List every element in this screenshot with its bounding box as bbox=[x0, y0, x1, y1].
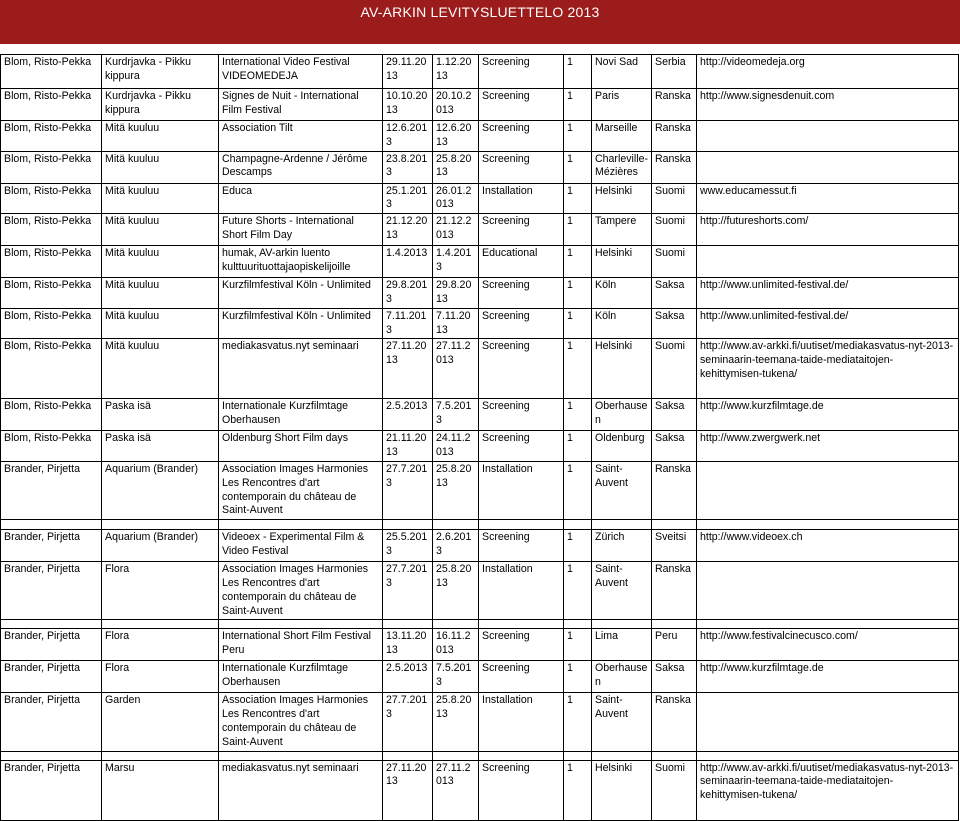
event-cell: Association Images Harmonies Les Rencontres d'art contemporain du château de Saint-Auvent bbox=[219, 693, 383, 751]
spacer-cell bbox=[564, 520, 592, 530]
count-cell: 1 bbox=[564, 431, 592, 462]
url-cell[interactable]: http://www.festivalcinecusco.com/ bbox=[697, 629, 959, 661]
table-row bbox=[1, 278, 959, 309]
table-row bbox=[1, 760, 959, 820]
artist-cell: Blom, Risto-Pekka bbox=[1, 339, 102, 399]
start-date-cell: 27.11.2013 bbox=[383, 339, 433, 399]
type-cell: Screening bbox=[479, 214, 564, 246]
count-cell: 1 bbox=[564, 339, 592, 399]
type-cell: Screening bbox=[479, 629, 564, 661]
start-date-cell: 27.11.2013 bbox=[383, 760, 433, 820]
artist-cell: Brander, Pirjetta bbox=[1, 661, 102, 693]
spacer-cell bbox=[433, 751, 479, 760]
table-row bbox=[1, 399, 959, 431]
spacer-cell bbox=[383, 520, 433, 530]
count-cell: 1 bbox=[564, 151, 592, 183]
work-cell: Paska isä bbox=[102, 399, 219, 431]
url-cell bbox=[697, 121, 959, 152]
work-cell: Aquarium (Brander) bbox=[102, 530, 219, 562]
start-date-cell: 10.10.2013 bbox=[383, 89, 433, 121]
country-cell: Ranska bbox=[652, 89, 697, 121]
spacer-cell bbox=[433, 620, 479, 629]
count-cell: 1 bbox=[564, 214, 592, 246]
count-cell: 1 bbox=[564, 183, 592, 214]
count-cell: 1 bbox=[564, 562, 592, 620]
artist-cell: Blom, Risto-Pekka bbox=[1, 55, 102, 89]
artist-cell: Blom, Risto-Pekka bbox=[1, 431, 102, 462]
city-cell: Novi Sad bbox=[592, 55, 652, 89]
row-spacer bbox=[1, 520, 959, 530]
work-cell: Kurdrjavka - Pikku kippura bbox=[102, 89, 219, 121]
artist-cell: Brander, Pirjetta bbox=[1, 693, 102, 751]
type-cell: Screening bbox=[479, 339, 564, 399]
spacer-cell bbox=[1, 751, 102, 760]
spacer-cell bbox=[479, 620, 564, 629]
spacer-cell bbox=[697, 620, 959, 629]
artist-cell: Brander, Pirjetta bbox=[1, 530, 102, 562]
type-cell: Installation bbox=[479, 693, 564, 751]
url-cell[interactable]: http://www.kurzfilmtage.de bbox=[697, 399, 959, 431]
event-cell: International Video Festival VIDEOMEDEJA bbox=[219, 55, 383, 89]
start-date-cell: 23.8.2013 bbox=[383, 151, 433, 183]
table-row bbox=[1, 183, 959, 214]
spacer-cell bbox=[1, 620, 102, 629]
distribution-table bbox=[0, 54, 959, 821]
start-date-cell: 1.4.2013 bbox=[383, 246, 433, 278]
country-cell: Saksa bbox=[652, 399, 697, 431]
artist-cell: Blom, Risto-Pekka bbox=[1, 246, 102, 278]
type-cell: Installation bbox=[479, 562, 564, 620]
work-cell: Flora bbox=[102, 562, 219, 620]
type-cell: Screening bbox=[479, 431, 564, 462]
city-cell: Oberhausen bbox=[592, 661, 652, 693]
end-date-cell: 29.8.2013 bbox=[433, 278, 479, 309]
work-cell: Paska isä bbox=[102, 431, 219, 462]
event-cell: humak, AV-arkin luento kulttuurituottajaopiskelijoille bbox=[219, 246, 383, 278]
table-row bbox=[1, 55, 959, 89]
table-row bbox=[1, 530, 959, 562]
artist-cell: Brander, Pirjetta bbox=[1, 461, 102, 519]
country-cell: Saksa bbox=[652, 278, 697, 309]
count-cell: 1 bbox=[564, 461, 592, 519]
city-cell: Charleville-Mézières bbox=[592, 151, 652, 183]
spacer-cell bbox=[564, 751, 592, 760]
spacer-cell bbox=[564, 620, 592, 629]
table-row bbox=[1, 431, 959, 462]
country-cell: Suomi bbox=[652, 183, 697, 214]
artist-cell: Blom, Risto-Pekka bbox=[1, 121, 102, 152]
url-cell bbox=[697, 562, 959, 620]
spacer-cell bbox=[383, 751, 433, 760]
table-row bbox=[1, 461, 959, 519]
end-date-cell: 25.8.2013 bbox=[433, 562, 479, 620]
spacer-cell bbox=[219, 520, 383, 530]
count-cell: 1 bbox=[564, 55, 592, 89]
type-cell: Screening bbox=[479, 530, 564, 562]
artist-cell: Brander, Pirjetta bbox=[1, 760, 102, 820]
table-row bbox=[1, 151, 959, 183]
count-cell: 1 bbox=[564, 399, 592, 431]
type-cell: Screening bbox=[479, 151, 564, 183]
event-cell: Educa bbox=[219, 183, 383, 214]
spacer-cell bbox=[652, 751, 697, 760]
city-cell: Köln bbox=[592, 278, 652, 309]
end-date-cell: 25.8.2013 bbox=[433, 693, 479, 751]
country-cell: Ranska bbox=[652, 121, 697, 152]
work-cell: Mitä kuuluu bbox=[102, 183, 219, 214]
url-cell bbox=[697, 461, 959, 519]
type-cell: Educational bbox=[479, 246, 564, 278]
type-cell: Installation bbox=[479, 461, 564, 519]
work-cell: Kurdrjavka - Pikku kippura bbox=[102, 55, 219, 89]
event-cell: Internationale Kurzfilmtage Oberhausen bbox=[219, 399, 383, 431]
count-cell: 1 bbox=[564, 278, 592, 309]
artist-cell: Blom, Risto-Pekka bbox=[1, 308, 102, 339]
country-cell: Suomi bbox=[652, 760, 697, 820]
type-cell: Screening bbox=[479, 89, 564, 121]
end-date-cell: 26.01.2013 bbox=[433, 183, 479, 214]
count-cell: 1 bbox=[564, 121, 592, 152]
city-cell: Oldenburg bbox=[592, 431, 652, 462]
work-cell: Flora bbox=[102, 629, 219, 661]
event-cell: International Short Film Festival Peru bbox=[219, 629, 383, 661]
table-row bbox=[1, 629, 959, 661]
work-cell: Mitä kuuluu bbox=[102, 278, 219, 309]
start-date-cell: 21.12.2013 bbox=[383, 214, 433, 246]
type-cell: Installation bbox=[479, 183, 564, 214]
type-cell: Screening bbox=[479, 55, 564, 89]
city-cell: Tampere bbox=[592, 214, 652, 246]
work-cell: Mitä kuuluu bbox=[102, 308, 219, 339]
city-cell: Helsinki bbox=[592, 183, 652, 214]
count-cell: 1 bbox=[564, 760, 592, 820]
artist-cell: Brander, Pirjetta bbox=[1, 562, 102, 620]
end-date-cell: 16.11.2013 bbox=[433, 629, 479, 661]
event-cell: Oldenburg Short Film days bbox=[219, 431, 383, 462]
work-cell: Mitä kuuluu bbox=[102, 246, 219, 278]
url-cell[interactable]: http://www.unlimited-festival.de/ bbox=[697, 308, 959, 339]
end-date-cell: 7.5.2013 bbox=[433, 661, 479, 693]
count-cell: 1 bbox=[564, 629, 592, 661]
url-cell[interactable]: www.educamessut.fi bbox=[697, 183, 959, 214]
spacer-cell bbox=[479, 520, 564, 530]
start-date-cell: 27.7.2013 bbox=[383, 562, 433, 620]
url-cell[interactable]: http://videomedeja.org bbox=[697, 55, 959, 89]
artist-cell: Brander, Pirjetta bbox=[1, 629, 102, 661]
spacer-cell bbox=[652, 520, 697, 530]
country-cell: Suomi bbox=[652, 246, 697, 278]
event-cell: Videoex - Experimental Film & Video Festival bbox=[219, 530, 383, 562]
work-cell: Mitä kuuluu bbox=[102, 121, 219, 152]
work-cell: Mitä kuuluu bbox=[102, 339, 219, 399]
work-cell: Aquarium (Brander) bbox=[102, 461, 219, 519]
spacer-cell bbox=[479, 751, 564, 760]
spacer-cell bbox=[592, 620, 652, 629]
end-date-cell: 25.8.2013 bbox=[433, 461, 479, 519]
country-cell: Suomi bbox=[652, 214, 697, 246]
city-cell: Marseille bbox=[592, 121, 652, 152]
url-cell[interactable]: http://www.signesdenuit.com bbox=[697, 89, 959, 121]
country-cell: Ranska bbox=[652, 693, 697, 751]
url-cell[interactable]: http://futureshorts.com/ bbox=[697, 214, 959, 246]
table-row bbox=[1, 661, 959, 693]
end-date-cell: 12.6.2013 bbox=[433, 121, 479, 152]
event-cell: Association Tilt bbox=[219, 121, 383, 152]
document-title: AV-ARKIN LEVITYSLUETTELO 2013 bbox=[360, 4, 600, 20]
work-cell: Garden bbox=[102, 693, 219, 751]
spacer-cell bbox=[697, 520, 959, 530]
city-cell: Saint-Auvent bbox=[592, 562, 652, 620]
start-date-cell: 27.7.2013 bbox=[383, 461, 433, 519]
table-row bbox=[1, 339, 959, 399]
spacer-cell bbox=[102, 520, 219, 530]
count-cell: 1 bbox=[564, 661, 592, 693]
table-row bbox=[1, 562, 959, 620]
type-cell: Screening bbox=[479, 399, 564, 431]
end-date-cell: 21.12.2013 bbox=[433, 214, 479, 246]
start-date-cell: 27.7.2013 bbox=[383, 693, 433, 751]
country-cell: Ranska bbox=[652, 461, 697, 519]
country-cell: Peru bbox=[652, 629, 697, 661]
artist-cell: Blom, Risto-Pekka bbox=[1, 399, 102, 431]
spacer-cell bbox=[592, 520, 652, 530]
url-cell[interactable]: http://www.videoex.ch bbox=[697, 530, 959, 562]
city-cell: Köln bbox=[592, 308, 652, 339]
start-date-cell: 25.5.2013 bbox=[383, 530, 433, 562]
count-cell: 1 bbox=[564, 693, 592, 751]
spacer-cell bbox=[1, 520, 102, 530]
city-cell: Oberhausen bbox=[592, 399, 652, 431]
url-cell bbox=[697, 693, 959, 751]
country-cell: Saksa bbox=[652, 308, 697, 339]
distribution-table-wrapper bbox=[0, 54, 960, 821]
count-cell: 1 bbox=[564, 246, 592, 278]
spacer-cell bbox=[102, 751, 219, 760]
table-row bbox=[1, 693, 959, 751]
work-cell: Flora bbox=[102, 661, 219, 693]
row-spacer bbox=[1, 620, 959, 629]
work-cell: Mitä kuuluu bbox=[102, 214, 219, 246]
end-date-cell: 24.11.2013 bbox=[433, 431, 479, 462]
end-date-cell: 7.5.2013 bbox=[433, 399, 479, 431]
spacer-cell bbox=[652, 620, 697, 629]
header-banner bbox=[0, 0, 960, 44]
country-cell: Ranska bbox=[652, 562, 697, 620]
spacer-cell bbox=[102, 620, 219, 629]
end-date-cell: 25.8.2013 bbox=[433, 151, 479, 183]
event-cell: Future Shorts - International Short Film Day bbox=[219, 214, 383, 246]
count-cell: 1 bbox=[564, 308, 592, 339]
start-date-cell: 2.5.2013 bbox=[383, 399, 433, 431]
event-cell: Kurzfilmfestival Köln - Unlimited bbox=[219, 308, 383, 339]
country-cell: Saksa bbox=[652, 661, 697, 693]
count-cell: 1 bbox=[564, 89, 592, 121]
start-date-cell: 29.11.2013 bbox=[383, 55, 433, 89]
event-cell: Kurzfilmfestival Köln - Unlimited bbox=[219, 278, 383, 309]
spacer-cell bbox=[219, 620, 383, 629]
type-cell: Screening bbox=[479, 278, 564, 309]
city-cell: Lima bbox=[592, 629, 652, 661]
city-cell: Helsinki bbox=[592, 760, 652, 820]
artist-cell: Blom, Risto-Pekka bbox=[1, 278, 102, 309]
spacer-cell bbox=[219, 751, 383, 760]
type-cell: Screening bbox=[479, 121, 564, 152]
event-cell: Champagne-Ardenne / Jérôme Descamps bbox=[219, 151, 383, 183]
start-date-cell: 13.11.2013 bbox=[383, 629, 433, 661]
country-cell: Ranska bbox=[652, 151, 697, 183]
type-cell: Screening bbox=[479, 760, 564, 820]
country-cell: Serbia bbox=[652, 55, 697, 89]
country-cell: Sveitsi bbox=[652, 530, 697, 562]
start-date-cell: 29.8.2013 bbox=[383, 278, 433, 309]
end-date-cell: 1.12.2013 bbox=[433, 55, 479, 89]
event-cell: mediakasvatus.nyt seminaari bbox=[219, 760, 383, 820]
end-date-cell: 27.11.2013 bbox=[433, 760, 479, 820]
artist-cell: Blom, Risto-Pekka bbox=[1, 89, 102, 121]
url-cell bbox=[697, 151, 959, 183]
table-row bbox=[1, 89, 959, 121]
url-cell[interactable]: http://www.kurzfilmtage.de bbox=[697, 661, 959, 693]
url-cell[interactable]: http://www.unlimited-festival.de/ bbox=[697, 278, 959, 309]
country-cell: Saksa bbox=[652, 431, 697, 462]
start-date-cell: 2.5.2013 bbox=[383, 661, 433, 693]
url-cell bbox=[697, 246, 959, 278]
event-cell: Signes de Nuit - International Film Festival bbox=[219, 89, 383, 121]
count-cell: 1 bbox=[564, 530, 592, 562]
event-cell: mediakasvatus.nyt seminaari bbox=[219, 339, 383, 399]
city-cell: Helsinki bbox=[592, 339, 652, 399]
start-date-cell: 7.11.2013 bbox=[383, 308, 433, 339]
artist-cell: Blom, Risto-Pekka bbox=[1, 151, 102, 183]
event-cell: Internationale Kurzfilmtage Oberhausen bbox=[219, 661, 383, 693]
type-cell: Screening bbox=[479, 661, 564, 693]
spacer-cell bbox=[433, 520, 479, 530]
url-cell[interactable]: http://www.zwergwerk.net bbox=[697, 431, 959, 462]
row-spacer bbox=[1, 751, 959, 760]
type-cell: Screening bbox=[479, 308, 564, 339]
table-row bbox=[1, 214, 959, 246]
city-cell: Saint-Auvent bbox=[592, 693, 652, 751]
work-cell: Mitä kuuluu bbox=[102, 151, 219, 183]
table-row bbox=[1, 121, 959, 152]
url-cell[interactable]: http://www.av-arkki.fi/uutiset/mediakasvatus-nyt-2013-seminaarin-teemana-taide-mediataitojen-kehittymisen-tukena/ bbox=[697, 339, 959, 399]
table-row bbox=[1, 308, 959, 339]
end-date-cell: 20.10.2013 bbox=[433, 89, 479, 121]
city-cell: Zürich bbox=[592, 530, 652, 562]
end-date-cell: 2.6.2013 bbox=[433, 530, 479, 562]
start-date-cell: 21.11.2013 bbox=[383, 431, 433, 462]
city-cell: Helsinki bbox=[592, 246, 652, 278]
country-cell: Suomi bbox=[652, 339, 697, 399]
end-date-cell: 7.11.2013 bbox=[433, 308, 479, 339]
url-cell[interactable]: http://www.av-arkki.fi/uutiset/mediakasvatus-nyt-2013-seminaarin-teemana-taide-mediataitojen-kehittymisen-tukena/ bbox=[697, 760, 959, 820]
event-cell: Association Images Harmonies Les Rencontres d'art contemporain du château de Saint-Auvent bbox=[219, 461, 383, 519]
artist-cell: Blom, Risto-Pekka bbox=[1, 214, 102, 246]
city-cell: Saint-Auvent bbox=[592, 461, 652, 519]
table-row bbox=[1, 246, 959, 278]
artist-cell: Blom, Risto-Pekka bbox=[1, 183, 102, 214]
start-date-cell: 12.6.2013 bbox=[383, 121, 433, 152]
spacer-cell bbox=[697, 751, 959, 760]
event-cell: Association Images Harmonies Les Rencontres d'art contemporain du château de Saint-Auvent bbox=[219, 562, 383, 620]
end-date-cell: 27.11.2013 bbox=[433, 339, 479, 399]
start-date-cell: 25.1.2013 bbox=[383, 183, 433, 214]
end-date-cell: 1.4.2013 bbox=[433, 246, 479, 278]
city-cell: Paris bbox=[592, 89, 652, 121]
spacer-cell bbox=[383, 620, 433, 629]
spacer-cell bbox=[592, 751, 652, 760]
work-cell: Marsu bbox=[102, 760, 219, 820]
